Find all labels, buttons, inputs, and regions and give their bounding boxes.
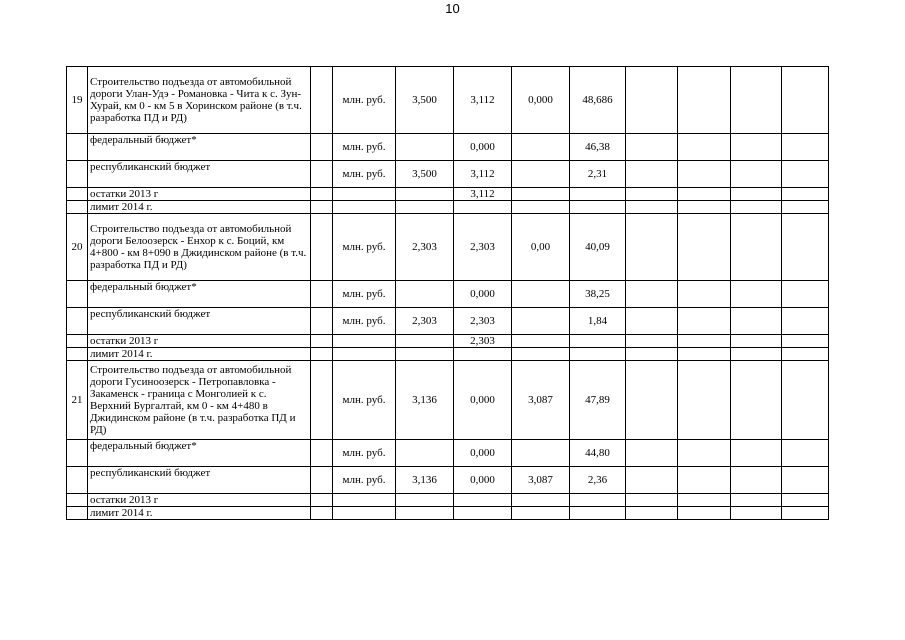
blank-cell [311,161,333,188]
blank-cell [512,494,570,507]
value-cell: 0,000 [454,134,512,161]
blank-cell [782,467,829,494]
table-row [67,507,829,520]
value-cell: 2,303 [396,308,454,335]
blank-cell [782,134,829,161]
blank-cell [396,348,454,361]
blank-cell [626,440,678,467]
budget-label: остатки 2013 г [88,335,311,348]
blank-cell [67,507,88,520]
value-cell: 40,09 [570,214,626,281]
budget-label: лимит 2014 г. [88,348,311,361]
value-cell: 3,500 [396,67,454,134]
budget-label: лимит 2014 г. [88,507,311,520]
blank-cell [311,67,333,134]
table-row [67,308,829,335]
value-cell: 44,80 [570,440,626,467]
blank-cell [731,281,782,308]
blank-cell [67,201,88,214]
value-cell: 47,89 [570,361,626,440]
unit-cell: млн. руб. [333,281,396,308]
blank-cell [311,507,333,520]
unit-cell: млн. руб. [333,67,396,134]
blank-cell [782,348,829,361]
blank-cell [570,348,626,361]
blank-cell [570,494,626,507]
table-row [67,161,829,188]
value-cell: 2,303 [396,214,454,281]
blank-cell [731,467,782,494]
blank-cell [626,467,678,494]
blank-cell [678,361,731,440]
budget-label: республиканский бюджет [88,308,311,335]
blank-cell [678,214,731,281]
blank-cell [731,134,782,161]
value-cell: 2,303 [454,214,512,281]
blank-cell [396,335,454,348]
table-row [67,361,829,440]
unit-cell: млн. руб. [333,161,396,188]
blank-cell [731,308,782,335]
blank-cell [67,494,88,507]
blank-cell [678,440,731,467]
blank-cell [782,161,829,188]
budget-label: остатки 2013 г [88,494,311,507]
unit-cell: млн. руб. [333,134,396,161]
project-name: Строительство подъезда от автомобильной дороги Гусиноозерск - Петропавловка - Закаменск - граница с Монголией к с. Верхний Бургалтай, км 0 - км 4+480 в Джидинском районе (в т.ч. разработка ПД и РД) [88,361,311,440]
blank-cell [731,67,782,134]
value-cell [454,494,512,507]
blank-cell [678,308,731,335]
blank-cell [782,308,829,335]
blank-cell [782,201,829,214]
table-row [67,281,829,308]
value-cell: 3,087 [512,361,570,440]
blank-cell [454,348,512,361]
blank-cell [626,335,678,348]
blank-cell [67,440,88,467]
blank-cell [333,201,396,214]
value-cell: 0,000 [454,440,512,467]
value-cell: 0,000 [512,67,570,134]
table-row [67,134,829,161]
table-row [67,67,829,134]
blank-cell [678,188,731,201]
table-row [67,201,829,214]
budget-label: республиканский бюджет [88,467,311,494]
value-cell: 2,31 [570,161,626,188]
budget-label: республиканский бюджет [88,161,311,188]
value-cell [512,281,570,308]
blank-cell [67,281,88,308]
blank-cell [626,201,678,214]
blank-cell [570,201,626,214]
blank-cell [311,467,333,494]
blank-cell [333,507,396,520]
blank-cell [67,348,88,361]
blank-cell [311,335,333,348]
blank-cell [396,507,454,520]
blank-cell [782,507,829,520]
table-row [67,494,829,507]
blank-cell [67,308,88,335]
row-number: 19 [67,67,88,134]
blank-cell [626,214,678,281]
blank-cell [311,361,333,440]
blank-cell [67,467,88,494]
value-cell: 1,84 [570,308,626,335]
value-cell [396,134,454,161]
blank-cell [731,494,782,507]
blank-cell [626,348,678,361]
budget-label: лимит 2014 г. [88,201,311,214]
blank-cell [396,494,454,507]
blank-cell [311,134,333,161]
blank-cell [454,201,512,214]
value-cell: 2,36 [570,467,626,494]
table-row [67,188,829,201]
value-cell: 0,000 [454,467,512,494]
blank-cell [731,214,782,281]
blank-cell [67,335,88,348]
blank-cell [678,494,731,507]
value-cell: 3,136 [396,361,454,440]
value-cell: 0,00 [512,214,570,281]
value-cell [396,281,454,308]
blank-cell [678,201,731,214]
blank-cell [67,161,88,188]
budget-label: федеральный бюджет* [88,281,311,308]
project-name: Строительство подъезда от автомобильной дороги Белоозерск - Енхор к с. Боций, км 4+800 - км 8+090 в Джидинском районе (в т.ч. разработка ПД и РД) [88,214,311,281]
blank-cell [731,507,782,520]
blank-cell [782,281,829,308]
blank-cell [782,214,829,281]
blank-cell [626,494,678,507]
blank-cell [626,281,678,308]
blank-cell [626,67,678,134]
value-cell: 46,38 [570,134,626,161]
blank-cell [782,494,829,507]
row-number: 20 [67,214,88,281]
blank-cell [626,308,678,335]
blank-cell [311,214,333,281]
blank-cell [731,335,782,348]
page-number: 10 [445,1,460,16]
blank-cell [626,507,678,520]
blank-cell [626,188,678,201]
value-cell: 48,686 [570,67,626,134]
value-cell: 3,087 [512,467,570,494]
blank-cell [626,134,678,161]
value-cell: 0,000 [454,281,512,308]
blank-cell [570,507,626,520]
value-cell [512,134,570,161]
blank-cell [731,201,782,214]
blank-cell [782,188,829,201]
table-row [67,214,829,281]
blank-cell [311,281,333,308]
blank-cell [731,188,782,201]
blank-cell [311,188,333,201]
blank-cell [678,507,731,520]
blank-cell [333,348,396,361]
blank-cell [512,201,570,214]
budget-label: остатки 2013 г [88,188,311,201]
blank-cell [570,188,626,201]
blank-cell [678,281,731,308]
blank-cell [731,361,782,440]
value-cell [396,440,454,467]
value-cell [512,161,570,188]
blank-cell [311,440,333,467]
blank-cell [311,201,333,214]
value-cell: 2,303 [454,308,512,335]
blank-cell [678,134,731,161]
blank-cell [396,188,454,201]
blank-cell [782,361,829,440]
blank-cell [512,348,570,361]
blank-cell [396,201,454,214]
blank-cell [678,161,731,188]
unit-cell: млн. руб. [333,308,396,335]
table-row [67,467,829,494]
blank-cell [512,335,570,348]
blank-cell [67,134,88,161]
table-row [67,440,829,467]
unit-cell: млн. руб. [333,440,396,467]
blank-cell [678,67,731,134]
blank-cell [333,335,396,348]
table-row [67,335,829,348]
blank-cell [67,188,88,201]
blank-cell [678,467,731,494]
unit-cell: млн. руб. [333,214,396,281]
blank-cell [678,348,731,361]
blank-cell [454,507,512,520]
blank-cell [626,361,678,440]
blank-cell [512,507,570,520]
value-cell: 3,136 [396,467,454,494]
budget-table [66,66,829,520]
budget-label: федеральный бюджет* [88,134,311,161]
blank-cell [333,188,396,201]
value-cell: 38,25 [570,281,626,308]
budget-label: федеральный бюджет* [88,440,311,467]
value-cell: 3,112 [454,188,512,201]
row-number: 21 [67,361,88,440]
value-cell: 3,112 [454,67,512,134]
value-cell: 3,500 [396,161,454,188]
unit-cell: млн. руб. [333,361,396,440]
blank-cell [626,161,678,188]
value-cell: 2,303 [454,335,512,348]
blank-cell [678,335,731,348]
project-name: Строительство подъезда от автомобильной дороги Улан-Удэ - Романовка - Чита к с. Зун-Хурай, км 0 - км 5 в Хоринском районе (в т.ч. разработка ПД и РД) [88,67,311,134]
blank-cell [731,348,782,361]
table-row [67,348,829,361]
value-cell: 0,000 [454,361,512,440]
blank-cell [731,161,782,188]
blank-cell [731,440,782,467]
blank-cell [782,335,829,348]
blank-cell [512,188,570,201]
value-cell: 3,112 [454,161,512,188]
blank-cell [782,440,829,467]
value-cell [512,440,570,467]
blank-cell [782,67,829,134]
blank-cell [570,335,626,348]
value-cell [512,308,570,335]
blank-cell [311,308,333,335]
unit-cell: млн. руб. [333,467,396,494]
blank-cell [333,494,396,507]
blank-cell [311,494,333,507]
blank-cell [311,348,333,361]
